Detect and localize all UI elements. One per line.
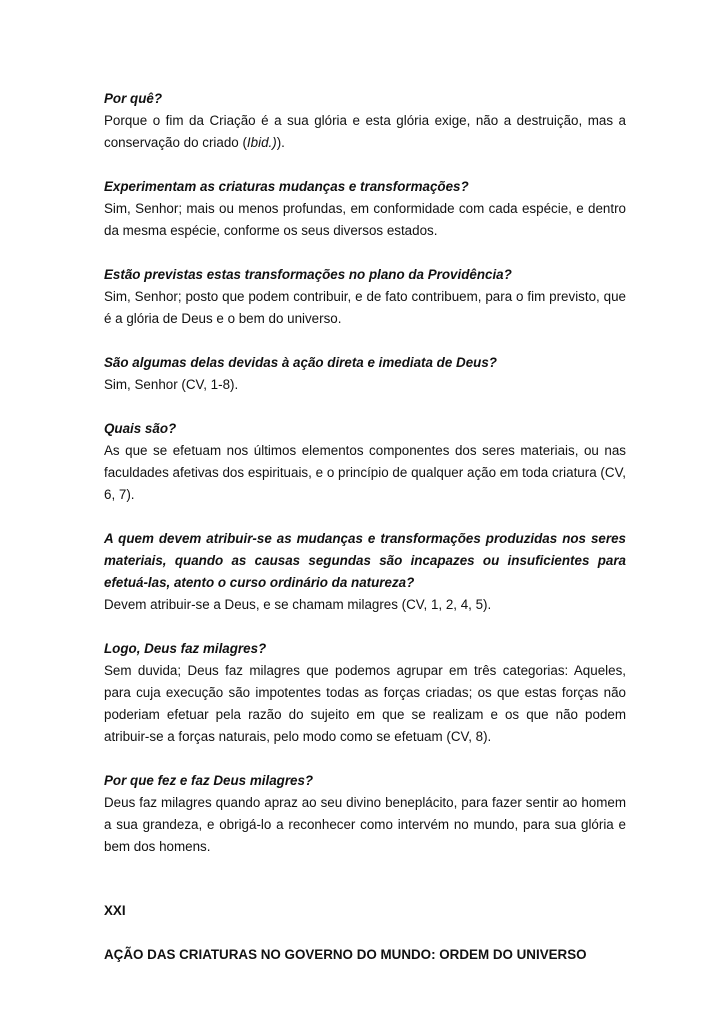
chapter-number: XXI [104, 903, 126, 918]
answer [104, 110, 626, 154]
qa-block [104, 528, 626, 616]
answer-text-end: ). [276, 135, 285, 150]
answer: Devem atribuir-se a Deus, e se chamam milagres (CV, 1, 2, 4, 5). [104, 597, 492, 612]
answer: Deus faz milagres quando apraz ao seu divino beneplácito, para fazer sentir ao homem a sua grandeza, e obrigá-lo a reconhecer como intervém no mundo, para sua glória e bem dos homens. [104, 795, 626, 854]
answer: Sim, Senhor; posto que podem contribuir, e de fato contribuem, para o fim previsto, que é a glória de Deus e o bem do universo. [104, 289, 626, 326]
qa-block [104, 88, 626, 154]
question: Por que fez e faz Deus milagres? [104, 773, 314, 788]
qa-block [104, 264, 626, 330]
qa-block [104, 176, 626, 242]
question: A quem devem atribuir-se as mudanças e transformações produzidas nos seres materiais, quando as causas segundas são incapazes ou insuficientes para efetuá-las, atento o curso ordinário da natureza? [104, 531, 626, 590]
answer-text: Porque o fim da Criação é a sua glória e esta glória exige, não a destruição, mas a conservação do criado ( [104, 113, 626, 150]
question: Quais são? [104, 421, 177, 436]
question: Logo, Deus faz milagres? [104, 641, 267, 656]
answer: Sem duvida; Deus faz milagres que podemos agrupar em três categorias: Aqueles, para cuja execução são impotentes todas as forças criadas; os que estas forças não poderiam efetuar pela razão do sujeito em que se realizam e os que não podem atribuir-se a forças naturais, pelo modo como se efetuam (CV, 8). [104, 663, 626, 744]
qa-block [104, 770, 626, 858]
document-page [104, 88, 626, 966]
answer: Sim, Senhor (CV, 1-8). [104, 377, 239, 392]
question: Experimentam as criaturas mudanças e transformações? [104, 179, 469, 194]
question: Por quê? [104, 91, 163, 106]
answer-italic-reference: Ibid.) [246, 135, 277, 150]
question: São algumas delas devidas à ação direta e imediata de Deus? [104, 355, 497, 370]
chapter-title: AÇÃO DAS CRIATURAS NO GOVERNO DO MUNDO: ORDEM DO UNIVERSO [104, 947, 587, 962]
answer: As que se efetuam nos últimos elementos componentes dos seres materiais, ou nas faculdades afetivas dos espirituais, e o princípio de qualquer ação em toda criatura (CV, 6, 7). [104, 443, 626, 502]
qa-block [104, 638, 626, 748]
qa-block [104, 418, 626, 506]
question: Estão previstas estas transformações no plano da Providência? [104, 267, 512, 282]
qa-block [104, 352, 626, 396]
answer: Sim, Senhor; mais ou menos profundas, em conformidade com cada espécie, e dentro da mesma espécie, conforme os seus diversos estados. [104, 201, 626, 238]
